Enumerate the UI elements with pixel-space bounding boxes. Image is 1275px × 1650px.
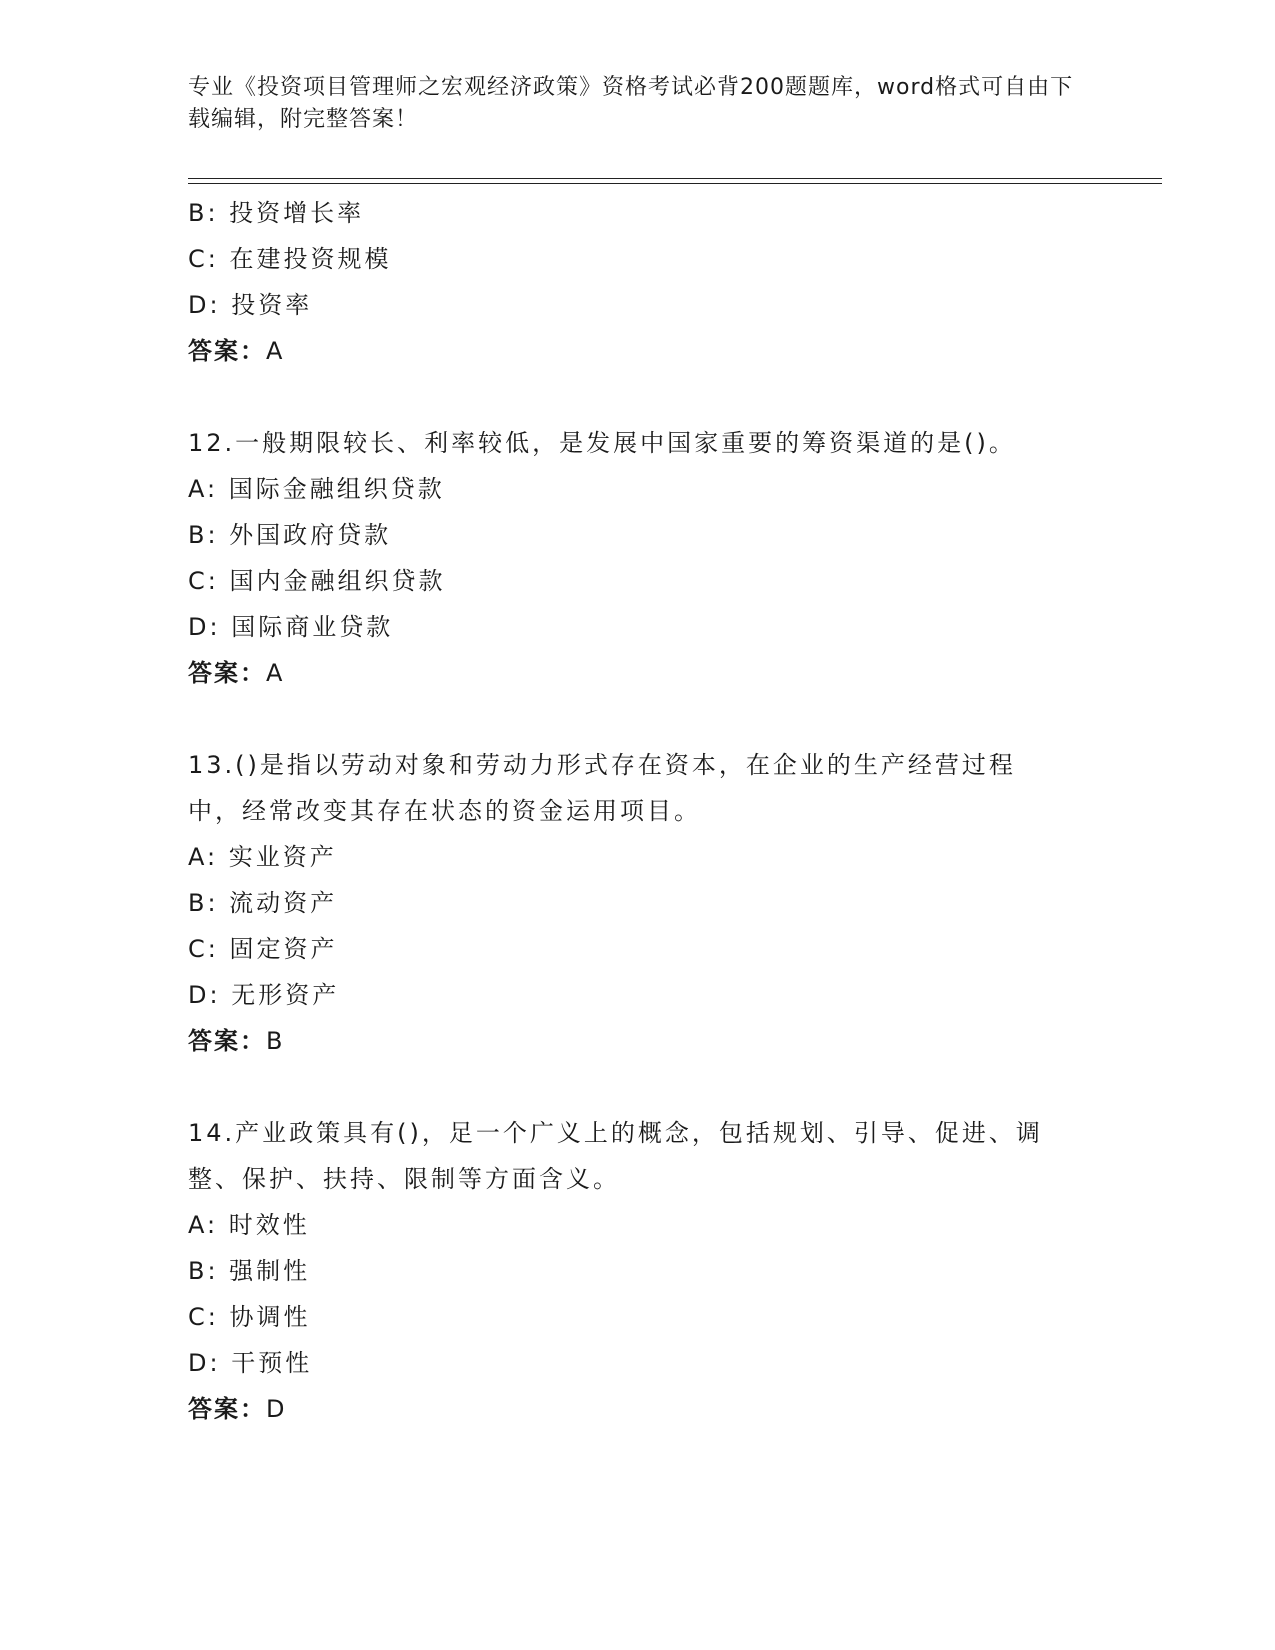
option-b: B: 外国政府贷款 — [188, 521, 392, 549]
answer-value: A — [266, 337, 285, 365]
answer-value: D — [266, 1395, 287, 1423]
answer-value: B — [266, 1027, 285, 1055]
option-a: A: 时效性 — [188, 1211, 310, 1239]
answer-label: 答案： — [188, 337, 266, 365]
question-14 — [188, 1110, 1088, 1432]
answer-label: 答案： — [188, 659, 266, 687]
option-c: C: 固定资产 — [188, 935, 338, 963]
question-11-continuation — [188, 190, 1088, 374]
question-text: 12.一般期限较长、利率较低，是发展中国家重要的筹资渠道的是()。 — [188, 429, 1016, 457]
answer-value: A — [266, 659, 285, 687]
header-divider-top — [188, 178, 1162, 179]
question-text: 14.产业政策具有()，足一个广义上的概念，包括规划、引导、促进、调整、保护、扶持、限制等方面含义。 — [188, 1119, 1043, 1193]
answer-label: 答案： — [188, 1027, 266, 1055]
header-divider-bottom — [188, 183, 1162, 184]
question-text: 13.()是指以劳动对象和劳动力形式存在资本，在企业的生产经营过程中，经常改变其存在状态的资金运用项目。 — [188, 751, 1016, 825]
option-c: C: 在建投资规模 — [188, 245, 392, 273]
option-d: D: 无形资产 — [188, 981, 340, 1009]
document-header-title: 专业《投资项目管理师之宏观经济政策》资格考试必背200题题库，word格式可自由下载编辑，附完整答案！ — [188, 75, 1074, 132]
option-b: B: 强制性 — [188, 1257, 311, 1285]
option-c: C: 国内金融组织贷款 — [188, 567, 446, 595]
option-b: B: 投资增长率 — [188, 199, 365, 227]
option-a: A: 实业资产 — [188, 843, 337, 871]
answer-line — [188, 650, 1088, 696]
question-list — [188, 190, 1088, 1432]
answer-line — [188, 1018, 1088, 1064]
question-12 — [188, 420, 1088, 696]
answer-line — [188, 328, 1088, 374]
question-13 — [188, 742, 1088, 1064]
option-d: D: 国际商业贷款 — [188, 613, 394, 641]
answer-line — [188, 1386, 1088, 1432]
answer-label: 答案： — [188, 1395, 266, 1423]
option-a: A: 国际金融组织贷款 — [188, 475, 445, 503]
option-d: D: 投资率 — [188, 291, 313, 319]
option-b: B: 流动资产 — [188, 889, 338, 917]
option-d: D: 干预性 — [188, 1349, 313, 1377]
option-c: C: 协调性 — [188, 1303, 311, 1331]
